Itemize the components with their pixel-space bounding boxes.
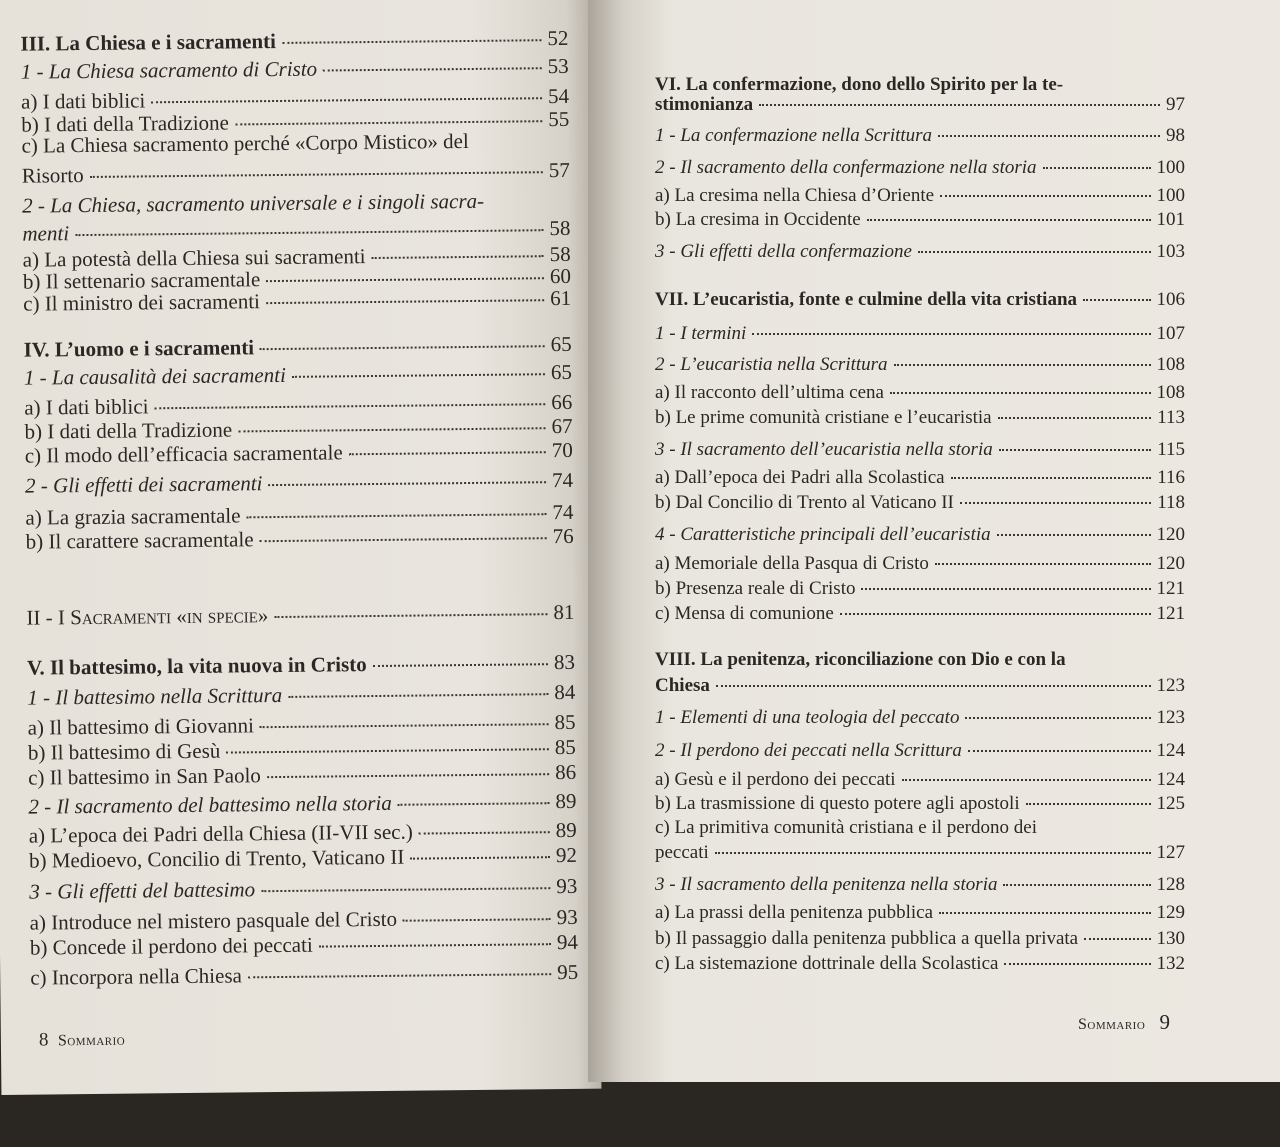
toc-entry-title: II - I Sacramenti «in specie»	[26, 603, 269, 630]
toc-entry	[22, 158, 570, 189]
toc-entry	[655, 382, 1185, 404]
dot-leader	[940, 195, 1150, 197]
page-number: 8	[38, 1029, 49, 1051]
toc-page-number: 128	[1156, 874, 1185, 895]
toc-entry	[655, 817, 1185, 839]
dot-leader	[268, 481, 546, 486]
toc-entry	[20, 26, 568, 57]
dot-leader	[752, 333, 1150, 335]
dot-leader	[716, 685, 1151, 687]
toc-page-number: 98	[1166, 125, 1185, 146]
toc-entry	[655, 157, 1185, 179]
toc-page-number: 124	[1156, 740, 1185, 761]
dot-leader	[1026, 803, 1151, 805]
dot-leader	[951, 477, 1152, 479]
toc-entry-title: b) Il settenario sacramentale	[22, 267, 261, 294]
toc-entry-title: b) La trasmissione di questo potere agli apostoli	[655, 793, 1020, 814]
toc-entry-title: VI. La confermazione, dono dello Spirito per la te-	[655, 74, 1064, 95]
toc-page-number: 108	[1156, 354, 1185, 375]
toc-page-number: 67	[551, 413, 573, 439]
running-head: Sommario	[57, 1031, 126, 1050]
toc-entry	[655, 467, 1185, 489]
dot-leader	[890, 392, 1151, 394]
dot-leader	[715, 852, 1151, 854]
dot-leader	[998, 417, 1152, 419]
toc-entry-title: a) Il racconto dell’ultima cena	[655, 382, 884, 403]
toc-entry-title: III. La Chiesa e i sacramenti	[20, 29, 277, 56]
toc-entry-title: 1 - La Chiesa sacramento di Cristo	[20, 56, 318, 84]
toc-page-number: 60	[549, 263, 572, 289]
toc-page-number: 127	[1156, 842, 1185, 863]
toc-entry	[655, 439, 1185, 461]
toc-entry-title: 1 - Elementi di una teologia del peccato	[655, 707, 960, 728]
toc-page-number: 81	[553, 599, 575, 625]
toc-entry-title: 1 - I termini	[655, 323, 747, 344]
dot-leader	[867, 219, 1151, 221]
toc-entry-title: Chiesa	[655, 675, 710, 696]
toc-page-number: 121	[1156, 603, 1185, 624]
toc-entry	[655, 649, 1185, 671]
toc-entry	[655, 740, 1185, 762]
toc-entry-title: a) Gesù e il perdono dei peccati	[655, 769, 896, 790]
toc-entry	[655, 578, 1185, 600]
toc-page-number: 120	[1156, 553, 1185, 574]
toc-entry	[655, 793, 1185, 815]
toc-entry	[655, 953, 1185, 975]
toc-page-number: 85	[554, 734, 576, 760]
toc-entry-title: peccati	[655, 842, 709, 863]
toc-page-number: 108	[1156, 382, 1185, 403]
toc-entry	[655, 185, 1185, 207]
toc-entry	[655, 323, 1185, 345]
toc-entry-title: c) Il modo dell’efficacia sacramentale	[24, 440, 343, 468]
dot-leader	[266, 299, 544, 304]
toc-entry	[655, 842, 1185, 864]
right-footer	[1078, 1010, 1170, 1035]
dot-leader	[999, 449, 1151, 451]
toc-entry-title: 3 - Il sacramento della penitenza nella storia	[655, 874, 998, 895]
toc-entry-title: 4 - Caratteristiche principali dell’eucaristia	[655, 524, 991, 545]
toc-page-number: 93	[556, 904, 578, 930]
dot-leader	[261, 887, 550, 892]
toc-entry	[24, 360, 572, 391]
toc-entry	[655, 707, 1185, 729]
page-number: 9	[1159, 1010, 1171, 1034]
dot-leader	[248, 973, 551, 978]
dot-leader	[939, 912, 1150, 914]
toc-entry-title: a) Memoriale della Pasqua di Cristo	[655, 553, 929, 574]
toc-entry	[25, 438, 573, 469]
dot-leader	[965, 717, 1150, 719]
toc-entry	[22, 188, 570, 219]
dot-leader	[894, 364, 1151, 366]
right-page	[588, 0, 1280, 1082]
dot-leader	[260, 723, 549, 728]
toc-entry-title: a) Il battesimo di Giovanni	[27, 713, 255, 740]
toc-page-number: 54	[547, 83, 570, 109]
toc-entry	[27, 650, 575, 681]
toc-page-number: 89	[555, 788, 577, 814]
dot-leader	[935, 563, 1151, 565]
toc-page-number: 116	[1157, 467, 1185, 488]
toc-entry-title: 2 - Il sacramento del battesimo nella storia	[28, 790, 392, 819]
toc-page-number: 103	[1156, 241, 1185, 262]
toc-entry-title: 3 - Gli effetti del battesimo	[29, 877, 256, 904]
dot-leader	[373, 663, 548, 667]
toc-entry-title: 2 - Gli effetti dei sacramenti	[24, 471, 263, 498]
dot-leader	[247, 513, 547, 518]
toc-entry	[26, 600, 574, 631]
toc-page-number: 85	[554, 709, 576, 735]
dot-leader	[918, 251, 1151, 253]
dot-leader	[1004, 963, 1150, 965]
toc-entry-title: b) Medioevo, Concilio di Trento, Vaticano II	[28, 844, 405, 873]
toc-entry-title: b) Il passaggio dalla penitenza pubblica a quella privata	[655, 928, 1079, 949]
toc-page-number: 97	[1166, 94, 1185, 115]
toc-entry-title: b) Il carattere sacramentale	[25, 527, 254, 554]
dot-leader	[997, 534, 1151, 536]
dot-leader	[398, 802, 550, 806]
toc-entry-title: b) Dal Concilio di Trento al Vaticano II	[655, 492, 954, 513]
toc-page-number: 93	[556, 873, 578, 899]
toc-entry	[27, 680, 575, 711]
toc-entry-title: b) I dati della Tradizione	[24, 417, 233, 444]
dot-leader	[260, 537, 547, 542]
toc-entry	[28, 760, 576, 791]
toc-entry	[21, 54, 569, 85]
dot-leader	[403, 918, 551, 922]
dot-leader	[349, 451, 546, 455]
dot-leader	[151, 97, 542, 103]
running-head: Sommario	[1078, 1016, 1146, 1033]
toc-page-number: 65	[550, 359, 573, 385]
toc-entry-title: 2 - Il sacramento della confermazione nella storia	[655, 157, 1037, 178]
toc-entry-title: a) I dati biblici	[24, 394, 149, 420]
toc-entry	[29, 874, 577, 905]
toc-entry-title: 2 - Il perdono dei peccati nella Scrittura	[655, 740, 962, 761]
dot-leader	[1084, 938, 1150, 940]
toc-entry-title: stimonianza	[655, 94, 754, 115]
toc-entry	[24, 332, 572, 363]
toc-entry-title: VII. L’eucaristia, fonte e culmine della vita cristiana	[655, 289, 1078, 310]
dot-leader	[861, 588, 1150, 590]
dot-leader	[319, 943, 551, 947]
toc-entry	[21, 128, 569, 159]
toc-entry-title: 3 - Gli effetti della confermazione	[655, 241, 912, 262]
toc-page-number: 55	[548, 106, 570, 132]
dot-leader	[372, 255, 544, 259]
toc-entry-title: c) Il ministro dei sacramenti	[23, 289, 261, 316]
toc-page-number: 118	[1157, 492, 1185, 513]
dot-leader	[1003, 884, 1150, 886]
toc-entry	[655, 289, 1185, 311]
dot-leader	[759, 104, 1160, 106]
toc-entry-title: b) Le prime comunità cristiane e l’eucaristia	[655, 407, 992, 428]
toc-entry-title: VIII. La penitenza, riconciliazione con Dio e con la	[655, 649, 1066, 670]
toc-entry-title: menti	[22, 221, 70, 246]
toc-entry-title: b) Presenza reale di Cristo	[655, 578, 856, 599]
dot-leader	[238, 427, 545, 432]
toc-page-number: 58	[549, 241, 571, 267]
toc-entry-title: 2 - L’eucaristia nella Scrittura	[655, 354, 888, 375]
toc-page-number: 58	[549, 215, 571, 241]
toc-page-number: 115	[1157, 439, 1185, 460]
toc-entry-title: a) I dati biblici	[20, 88, 146, 114]
toc-entry-title: V. Il battesimo, la vita nuova in Cristo	[26, 652, 367, 680]
dot-leader	[902, 779, 1151, 781]
toc-page-number: 124	[1156, 769, 1185, 790]
toc-page-number: 107	[1156, 323, 1185, 344]
dot-leader	[1083, 299, 1150, 301]
toc-page-number: 121	[1156, 578, 1185, 599]
toc-entry-title: c) Incorpora nella Chiesa	[30, 963, 243, 990]
toc-entry-title: b) I dati della Tradizione	[21, 110, 230, 137]
toc-page-number: 83	[553, 649, 576, 675]
toc-page-number: 100	[1156, 157, 1185, 178]
left-footer	[39, 1029, 126, 1052]
toc-entry-title: IV. L’uomo e i sacramenti	[23, 335, 255, 362]
toc-entry	[655, 241, 1185, 263]
toc-entry-title: c) La Chiesa sacramento perché «Corpo Mistico» del	[21, 128, 469, 158]
toc-entry	[655, 209, 1185, 231]
dot-leader	[288, 693, 548, 698]
toc-page-number: 123	[1156, 707, 1185, 728]
toc-entry	[655, 94, 1185, 116]
dot-leader	[75, 229, 543, 236]
toc-page-number: 101	[1156, 209, 1185, 230]
toc-entry	[28, 789, 576, 820]
toc-entry-title: b) La cresima in Occidente	[655, 209, 861, 230]
dot-leader	[235, 120, 542, 125]
toc-page-number: 120	[1156, 524, 1185, 545]
left-page	[0, 0, 601, 1095]
toc-entry-title: a) La grazia sacramentale	[25, 503, 241, 530]
toc-entry	[655, 603, 1185, 625]
toc-entry	[655, 492, 1185, 514]
toc-entry-title: a) La cresima nella Chiesa d’Oriente	[655, 185, 935, 206]
toc-page-number: 95	[557, 959, 579, 985]
dot-leader	[266, 277, 544, 282]
toc-page-number: 86	[554, 759, 577, 785]
dot-leader	[274, 613, 547, 618]
toc-entry-title: c) Il battesimo in San Paolo	[28, 763, 261, 790]
toc-page-number: 65	[550, 331, 572, 357]
toc-page-number: 53	[547, 53, 569, 79]
toc-page-number: 52	[547, 25, 569, 51]
toc-page-number: 94	[556, 929, 579, 955]
toc-page-number: 130	[1156, 928, 1185, 949]
dot-leader	[154, 403, 545, 409]
dot-leader	[260, 345, 545, 350]
toc-entry-title: c) Mensa di comunione	[655, 603, 834, 624]
dot-leader	[840, 613, 1151, 615]
toc-page-number: 70	[551, 437, 573, 463]
toc-page-number: 57	[548, 157, 570, 183]
toc-entry	[23, 286, 571, 317]
dot-leader	[938, 135, 1160, 137]
toc-entry	[655, 553, 1185, 575]
toc-entry-title: a) La prassi della penitenza pubblica	[655, 902, 934, 923]
toc-page-number: 74	[552, 499, 574, 525]
toc-page-number: 76	[552, 523, 574, 549]
dot-leader	[282, 39, 542, 44]
toc-entry	[29, 843, 577, 874]
toc-page-number: 100	[1156, 185, 1185, 206]
toc-entry	[25, 468, 573, 499]
toc-page-number: 89	[555, 817, 577, 843]
toc-entry	[655, 407, 1185, 429]
dot-leader	[419, 831, 550, 834]
toc-page-number: 92	[555, 842, 578, 868]
dot-leader	[90, 171, 543, 178]
dot-leader	[226, 748, 549, 753]
toc-entry	[655, 769, 1185, 791]
dot-leader	[292, 373, 545, 378]
toc-entry	[655, 74, 1185, 96]
toc-entry-title: 3 - Il sacramento dell’eucaristia nella storia	[655, 439, 993, 460]
dot-leader	[960, 502, 1151, 504]
toc-entry-title: c) La sistemazione dottrinale della Scolastica	[655, 953, 999, 974]
toc-entry-title: a) Introduce nel mistero pasquale del Cristo	[29, 906, 398, 935]
dot-leader	[968, 750, 1151, 752]
toc-entry-title: a) Dall’epoca dei Padri alla Scolastica	[655, 467, 945, 488]
toc-entry	[30, 930, 578, 961]
dot-leader	[410, 856, 550, 859]
dot-leader	[267, 773, 549, 778]
toc-entry-title: c) La primitiva comunità cristiana e il perdono dei	[655, 817, 1037, 838]
toc-entry	[30, 960, 578, 991]
toc-page-number: 125	[1156, 793, 1185, 814]
dot-leader	[1043, 167, 1151, 169]
toc-entry-title: a) L’epoca dei Padri della Chiesa (II-VII sec.)	[28, 819, 413, 848]
toc-page-number: 129	[1156, 902, 1185, 923]
toc-page-number: 84	[554, 679, 576, 705]
toc-entry-title: a) La potestà della Chiesa sui sacramenti	[22, 244, 366, 272]
toc-entry	[655, 524, 1185, 546]
dot-leader	[323, 67, 542, 71]
toc-entry	[655, 928, 1185, 950]
toc-entry	[655, 874, 1185, 896]
toc-entry	[26, 524, 574, 555]
toc-page-number: 132	[1156, 953, 1185, 974]
toc-entry-title: Risorto	[21, 163, 84, 188]
toc-page-number: 113	[1157, 407, 1185, 428]
toc-page-number: 123	[1156, 675, 1185, 696]
toc-entry-title: 2 - La Chiesa, sacramento universale e i singoli sacra-	[22, 188, 485, 218]
toc-entry-title: 1 - La causalità dei sacramenti	[23, 362, 286, 390]
toc-entry-title: b) Il battesimo di Gesù	[27, 738, 221, 765]
toc-page-number: 106	[1156, 289, 1185, 310]
toc-page-number: 74	[551, 467, 574, 493]
toc-entry	[655, 354, 1185, 376]
toc-entry-title: b) Concede il perdono dei peccati	[29, 932, 313, 960]
toc-entry-title: 1 - Il battesimo nella Scrittura	[27, 682, 283, 710]
toc-page-number: 66	[551, 389, 573, 415]
toc-page-number: 61	[550, 285, 572, 311]
toc-entry	[655, 125, 1185, 147]
toc-entry	[655, 675, 1185, 697]
toc-entry-title: 1 - La confermazione nella Scrittura	[655, 125, 933, 146]
toc-entry	[655, 902, 1185, 924]
